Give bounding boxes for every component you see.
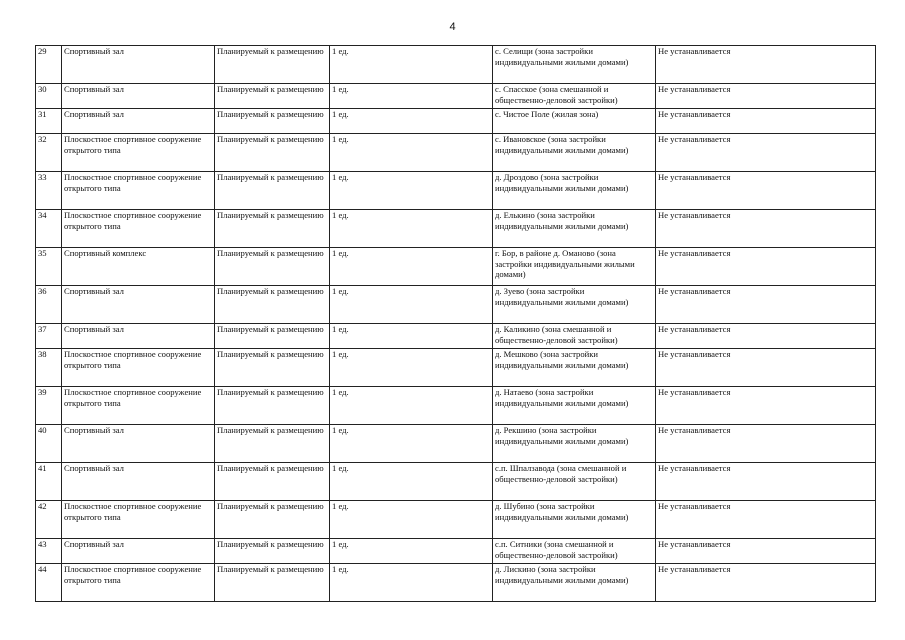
row-number-cell: 37 [36, 324, 62, 349]
object-status-cell: Планируемый к размещению [215, 84, 330, 109]
row-number-cell: 42 [36, 501, 62, 539]
object-name-cell: Спортивный зал [62, 84, 215, 109]
protection-zone-cell: Не устанавливается [656, 134, 876, 172]
object-name-cell: Спортивный комплекс [62, 248, 215, 286]
quantity-cell: 1 ед. [330, 248, 493, 286]
location-cell: д. Шубино (зона застройки индивидуальными жилыми домами) [493, 501, 656, 539]
quantity-cell: 1 ед. [330, 46, 493, 84]
row-number-cell: 33 [36, 172, 62, 210]
row-number-cell: 29 [36, 46, 62, 84]
table-row [36, 210, 876, 248]
quantity-cell: 1 ед. [330, 539, 493, 564]
table-row [36, 539, 876, 564]
table-row [36, 463, 876, 501]
location-cell: с. Ивановское (зона застройки индивидуальными жилыми домами) [493, 134, 656, 172]
object-name-cell: Спортивный зал [62, 539, 215, 564]
object-status-cell: Планируемый к размещению [215, 324, 330, 349]
protection-zone-cell: Не устанавливается [656, 109, 876, 134]
location-cell: д. Мешково (зона застройки индивидуальными жилыми домами) [493, 349, 656, 387]
location-cell: г. Бор, в районе д. Оманово (зона застройки индивидуальными жилыми домами) [493, 248, 656, 286]
object-name-cell: Спортивный зал [62, 109, 215, 134]
object-name-cell: Спортивный зал [62, 463, 215, 501]
protection-zone-cell: Не устанавливается [656, 463, 876, 501]
protection-zone-cell: Не устанавливается [656, 248, 876, 286]
object-status-cell: Планируемый к размещению [215, 564, 330, 602]
object-status-cell: Планируемый к размещению [215, 286, 330, 324]
quantity-cell: 1 ед. [330, 425, 493, 463]
row-number-cell: 39 [36, 387, 62, 425]
location-cell: д. Натаево (зона застройки индивидуальными жилыми домами) [493, 387, 656, 425]
table-row [36, 387, 876, 425]
object-status-cell: Планируемый к размещению [215, 463, 330, 501]
row-number-cell: 30 [36, 84, 62, 109]
table-row [36, 349, 876, 387]
quantity-cell: 1 ед. [330, 134, 493, 172]
row-number-cell: 34 [36, 210, 62, 248]
object-name-cell: Спортивный зал [62, 425, 215, 463]
location-cell: с. Селищи (зона застройки индивидуальными жилыми домами) [493, 46, 656, 84]
row-number-cell: 41 [36, 463, 62, 501]
quantity-cell: 1 ед. [330, 172, 493, 210]
table-row [36, 248, 876, 286]
object-name-cell: Плоскостное спортивное сооружение открытого типа [62, 134, 215, 172]
location-cell: д. Лискино (зона застройки индивидуальными жилыми домами) [493, 564, 656, 602]
location-cell: д. Елькино (зона застройки индивидуальными жилыми домами) [493, 210, 656, 248]
table-row [36, 501, 876, 539]
location-cell: с.п. Шпалзавода (зона смешанной и общественно-деловой застройки) [493, 463, 656, 501]
protection-zone-cell: Не устанавливается [656, 324, 876, 349]
object-status-cell: Планируемый к размещению [215, 172, 330, 210]
quantity-cell: 1 ед. [330, 324, 493, 349]
object-name-cell: Плоскостное спортивное сооружение открытого типа [62, 172, 215, 210]
protection-zone-cell: Не устанавливается [656, 349, 876, 387]
quantity-cell: 1 ед. [330, 286, 493, 324]
protection-zone-cell: Не устанавливается [656, 387, 876, 425]
quantity-cell: 1 ед. [330, 501, 493, 539]
object-name-cell: Плоскостное спортивное сооружение открытого типа [62, 564, 215, 602]
table-row [36, 134, 876, 172]
object-status-cell: Планируемый к размещению [215, 349, 330, 387]
object-status-cell: Планируемый к размещению [215, 501, 330, 539]
protection-zone-cell: Не устанавливается [656, 210, 876, 248]
object-name-cell: Спортивный зал [62, 286, 215, 324]
object-status-cell: Планируемый к размещению [215, 425, 330, 463]
row-number-cell: 43 [36, 539, 62, 564]
table-row [36, 109, 876, 134]
quantity-cell: 1 ед. [330, 349, 493, 387]
location-cell: д. Каликино (зона смешанной и общественно-деловой застройки) [493, 324, 656, 349]
table-row [36, 564, 876, 602]
location-cell: д. Дроздово (зона застройки индивидуальными жилыми домами) [493, 172, 656, 210]
protection-zone-cell: Не устанавливается [656, 501, 876, 539]
object-name-cell: Спортивный зал [62, 46, 215, 84]
page-number: 4 [449, 21, 456, 33]
quantity-cell: 1 ед. [330, 84, 493, 109]
row-number-cell: 32 [36, 134, 62, 172]
protection-zone-cell: Не устанавливается [656, 539, 876, 564]
object-status-cell: Планируемый к размещению [215, 109, 330, 134]
table-row [36, 425, 876, 463]
object-name-cell: Спортивный зал [62, 324, 215, 349]
object-status-cell: Планируемый к размещению [215, 46, 330, 84]
quantity-cell: 1 ед. [330, 564, 493, 602]
object-name-cell: Плоскостное спортивное сооружение открытого типа [62, 349, 215, 387]
row-number-cell: 44 [36, 564, 62, 602]
location-cell: с. Спасское (зона смешанной и общественно-деловой застройки) [493, 84, 656, 109]
location-cell: д. Зуево (зона застройки индивидуальными жилыми домами) [493, 286, 656, 324]
objects-table [35, 45, 876, 602]
row-number-cell: 36 [36, 286, 62, 324]
protection-zone-cell: Не устанавливается [656, 46, 876, 84]
protection-zone-cell: Не устанавливается [656, 172, 876, 210]
object-status-cell: Планируемый к размещению [215, 134, 330, 172]
table-row [36, 324, 876, 349]
object-name-cell: Плоскостное спортивное сооружение открытого типа [62, 387, 215, 425]
location-cell: с.п. Ситники (зона смешанной и общественно-деловой застройки) [493, 539, 656, 564]
object-status-cell: Планируемый к размещению [215, 539, 330, 564]
protection-zone-cell: Не устанавливается [656, 84, 876, 109]
object-status-cell: Планируемый к размещению [215, 248, 330, 286]
object-name-cell: Плоскостное спортивное сооружение открытого типа [62, 501, 215, 539]
protection-zone-cell: Не устанавливается [656, 425, 876, 463]
quantity-cell: 1 ед. [330, 387, 493, 425]
row-number-cell: 38 [36, 349, 62, 387]
location-cell: с. Чистое Поле (жилая зона) [493, 109, 656, 134]
row-number-cell: 31 [36, 109, 62, 134]
table-row [36, 46, 876, 84]
protection-zone-cell: Не устанавливается [656, 564, 876, 602]
row-number-cell: 35 [36, 248, 62, 286]
quantity-cell: 1 ед. [330, 463, 493, 501]
location-cell: д. Рекшино (зона застройки индивидуальными жилыми домами) [493, 425, 656, 463]
table-row [36, 84, 876, 109]
quantity-cell: 1 ед. [330, 210, 493, 248]
protection-zone-cell: Не устанавливается [656, 286, 876, 324]
object-status-cell: Планируемый к размещению [215, 210, 330, 248]
object-status-cell: Планируемый к размещению [215, 387, 330, 425]
table-body [36, 46, 876, 602]
quantity-cell: 1 ед. [330, 109, 493, 134]
object-name-cell: Плоскостное спортивное сооружение открытого типа [62, 210, 215, 248]
table-row [36, 172, 876, 210]
table-row [36, 286, 876, 324]
row-number-cell: 40 [36, 425, 62, 463]
